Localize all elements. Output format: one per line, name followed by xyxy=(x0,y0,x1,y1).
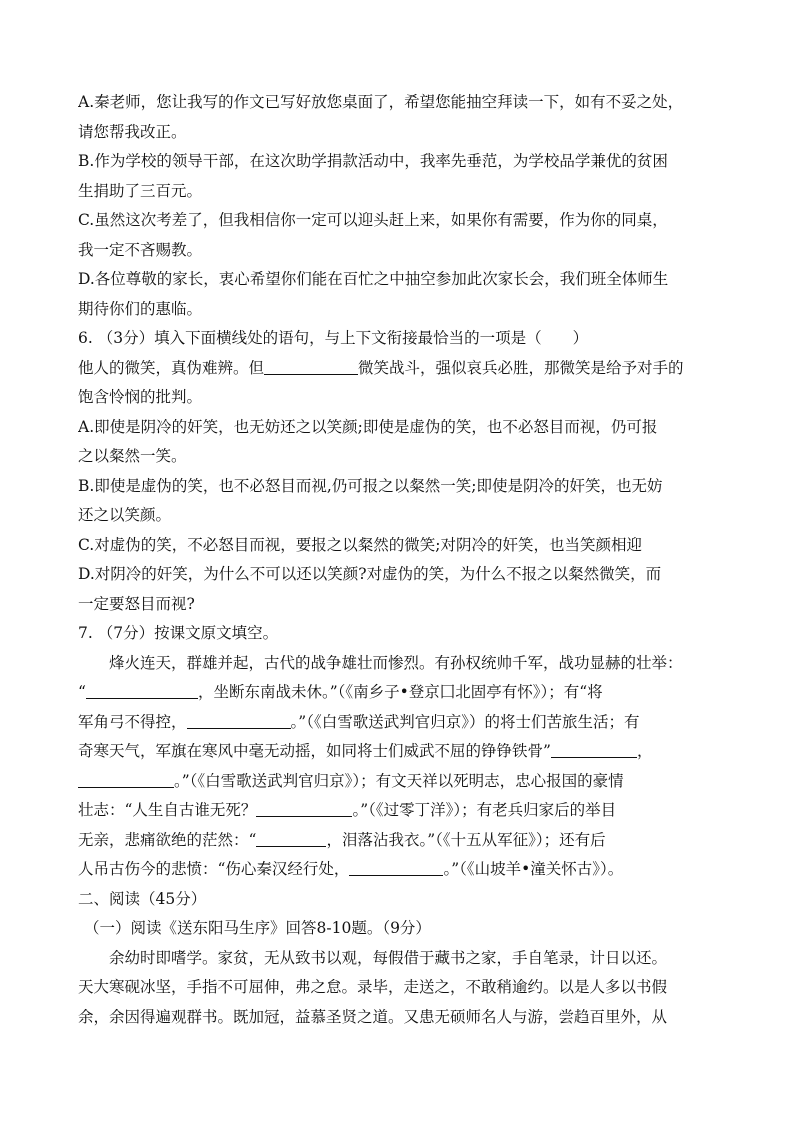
q5-option-a-line1: A.秦老师，您让我写的作文已写好放您桌面了，希望您能抽空拜读一下，如有不妥之处， xyxy=(78,93,684,111)
q7-line1: 烽火连天，群雄并起，古代的战争雄壮而惨烈。有孙权统帅千军，战功显赫的壮举： xyxy=(109,653,683,672)
q6-option-d-line2: 一定要怒目而视? xyxy=(78,594,195,613)
q6-passage-text-b: 微笑战斗，强似哀兵必胜，那微笑是给予对手的 xyxy=(358,358,684,377)
q5-option-c-line2: 我一定不吝赐教。 xyxy=(78,240,203,259)
q7-blank-6[interactable] xyxy=(256,830,326,847)
q6-passage-text-a: 他人的微笑，真伪难辨。但 xyxy=(78,358,265,377)
q5-option-d-line1: D.各位尊敬的家长，衷心希望你们能在百忙之中抽空参加此次家长会，我们班全体师生 xyxy=(78,270,669,288)
q7-line7-text-b: ，泪落沾我衣。”（《十五从军征》）；还有后 xyxy=(326,830,606,849)
q7-line6-text-a: 壮志：“人生自古谁无死？ xyxy=(78,801,257,819)
q6-option-c-line1: C.对虚伪的笑，不必怒目而视，要报之以粲然的微笑;对阴冷的奸笑，也当笑颜相迎 xyxy=(78,535,642,554)
q7-blank-4[interactable] xyxy=(78,771,174,788)
q7-line4-text-a: 奇寒天气，军旗在寒风中毫无动摇，如同将士们威武不屈的铮铮铁骨” xyxy=(78,742,551,760)
q7-line2-text-b: ，坐断东南战未休。”（《南乡子•登京囗北固亭有怀》）；有“将 xyxy=(197,683,603,701)
q7-line3-text-a: 军角弓不得控， xyxy=(78,712,187,731)
q7-line4 xyxy=(78,737,718,767)
q5-option-a-line2: 请您帮我改正。 xyxy=(78,122,187,141)
q7-line8-text-b: 。”（《山坡羊•潼关怀古》）。 xyxy=(443,860,624,878)
q5-option-d-line2: 期待你们的惠临。 xyxy=(78,299,203,318)
q6-option-b-line2: 还之以笑颜。 xyxy=(78,506,172,524)
q7-line2 xyxy=(78,678,718,708)
q7-line2-text-a: “ xyxy=(78,683,86,701)
document-page xyxy=(78,88,718,1032)
q7-blank-2[interactable] xyxy=(187,712,291,729)
q6-stem: 6. （3分）填入下面横线处的语句，与上下文衔接最恰当的一项是（ ） xyxy=(78,329,589,347)
reading-passage-line1: 余幼时即嗜学。家贫，无从致书以观，每假借于藏书之家，手自笔录，计日以还。 xyxy=(109,948,668,967)
q7-line6 xyxy=(78,796,718,826)
q7-line5-text-b: 。”（《白雪歌送武判官归京》）；有文天祥以死明志，忠心报国的豪情 xyxy=(174,771,624,790)
q7-line4-text-b: ， xyxy=(636,742,653,760)
reading-passage-line3: 余，余因得遍观群书。既加冠，益慕圣贤之道。又患无硕师名人与游，尝趋百里外，从 xyxy=(78,1007,668,1026)
reading-subheading: （一）阅读《送东阳马生序》回答8-10题。（9分） xyxy=(84,919,431,937)
section-heading: 二、阅读（45分） xyxy=(78,889,207,908)
reading-passage-line2: 天大寒砚冰坚，手指不可屈伸，弗之怠。录毕，走送之，不敢稍逾约。以是人多以书假 xyxy=(78,978,668,996)
q7-line7-text-a: 无亲，悲痛欲绝的茫然：“ xyxy=(78,830,257,849)
q6-option-a-line1: A.即使是阴冷的奸笑，也无妨还之以笑颜;即使是虚伪的笑，也不必怒目而视，仍可报 xyxy=(78,417,658,436)
q7-blank-1[interactable] xyxy=(86,682,198,699)
q7-line7 xyxy=(78,826,718,856)
q7-line5 xyxy=(78,767,718,797)
q6-passage-line2: 饱含怜悯的批判。 xyxy=(78,388,203,406)
q7-blank-5[interactable] xyxy=(256,800,352,817)
q7-line3 xyxy=(78,708,718,738)
q6-option-b-line1: B.即使是虚伪的笑，也不必怒目而视,仍可报之以粲然一笑;即使是阴冷的奸笑，也无妨 xyxy=(78,476,663,495)
q7-line3-text-b: 。”（《白雪歌送武判官归京》）的将士们苦旅生活；有 xyxy=(290,712,640,731)
q7-line8-text-a: 人吊古伤今的悲愤：“伤心秦汉经行处， xyxy=(78,860,350,878)
q6-passage-line1 xyxy=(78,354,718,384)
q5-option-b-line2: 生捐助了三百元。 xyxy=(78,181,203,200)
q7-stem: 7. （7分）按课文原文填空。 xyxy=(78,624,279,642)
q6-answer-blank[interactable] xyxy=(264,358,358,375)
q7-blank-7[interactable] xyxy=(349,859,443,876)
q7-line8 xyxy=(78,855,718,885)
q6-option-a-line2: 之以粲然一笑。 xyxy=(78,447,187,465)
q6-option-d-line1: D.对阴冷的奸笑，为什么不可以还以笑颜?对虚伪的笑，为什么不报之以粲然微笑，而 xyxy=(78,565,662,583)
q5-option-b-line1: B.作为学校的领导干部，在这次助学捐款活动中，我率先垂范，为学校品学兼优的贫困 xyxy=(78,152,668,170)
q7-blank-3[interactable] xyxy=(551,741,637,758)
q7-line6-text-b: 。”（《过零丁洋》）；有老兵归家后的举目 xyxy=(352,801,617,819)
q5-option-c-line1: C.虽然这次考差了，但我相信你一定可以迎头赶上来，如果你有需要，作为你的同桌， xyxy=(78,211,668,229)
